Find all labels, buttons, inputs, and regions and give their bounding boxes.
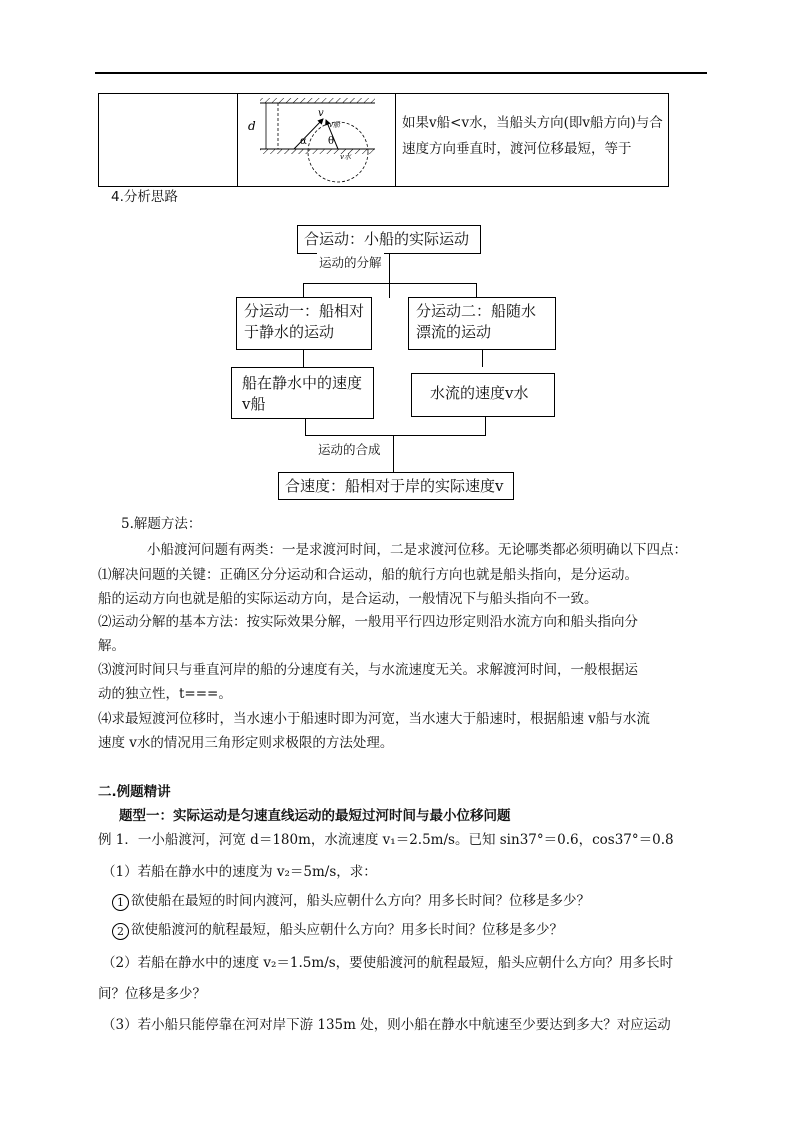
table-cell-text: 如果v船<v水，当船头方向(即v船方向)与合速度方向垂直时，渡河位移最短，等于: [402, 115, 663, 157]
method-point-1-line-1: ⑴解决问题的关键：正确区分分运动和合运动，船的航行方向也就是船头指向，是分运动。: [98, 567, 638, 583]
method-heading: 5.解题方法：: [121, 516, 202, 532]
river-bank-bottom: [260, 149, 375, 154]
label-d: d: [248, 119, 256, 133]
flow-box-water-speed: 水流的速度v水: [411, 373, 555, 417]
flow-box-boat-speed: 船在静水中的速度v船: [231, 367, 374, 419]
comparison-table-row: [98, 93, 669, 187]
label-theta: θ: [328, 136, 335, 147]
flow-box-actual-velocity: 合速度：船相对于岸的实际速度v: [278, 472, 514, 500]
example-1-q2-line-1: （2）若船在静水中的速度 v₂＝1.5m/s，要使船渡河的航程最短，船头应朝什么方向？用多长时: [102, 955, 674, 971]
method-point-4-line-1: ⑷求最短渡河位移时，当水速小于船速时即为河宽，当水速大于船速时，根据船速 v船与水流: [98, 711, 650, 727]
method-point-4-line-2: 速度 v水的情况用三角形定则求极限的方法处理。: [98, 735, 394, 751]
label-v-boat: v船: [329, 121, 340, 129]
method-point-2-line-2: 解。: [98, 638, 125, 654]
method-point-2-line-1: ⑵运动分解的基本方法：按实际效果分解，一般用平行四边形定则沿水流方向和船头指向分: [98, 614, 638, 630]
flow-box-resultant: 合运动：小船的实际运动: [297, 225, 481, 254]
river-bank-top: [260, 98, 375, 103]
method-point-3-line-2: 动的独立性，t===。: [98, 686, 232, 702]
circled-number: 2: [112, 923, 129, 940]
example-1-q1b: 2 欲使船渡河的航程最短，船头应朝什么方向？用多长时间？位移是多少？: [112, 920, 563, 940]
header-rule: [95, 72, 707, 74]
flow-label-compose: 运动的合成: [318, 442, 381, 457]
label-v-water: v水: [340, 153, 351, 161]
method-point-1-line-2: 船的运动方向也就是船的实际运动方向，是合运动，一般情况下与船头指向不一致。: [98, 591, 598, 607]
river-crossing-figure: [238, 94, 394, 186]
example-1-q2-line-2: 间？位移是多少？: [98, 986, 206, 1002]
example-1-statement: 例 1．一小船渡河，河宽 d＝180m，水流速度 v₁＝2.5m/s。已知 sin37°＝0.6，cos37°＝0.8: [98, 832, 674, 848]
example-1-q1a: 1 欲使船在最短的时间内渡河，船头应朝什么方向？用多长时间？位移是多少？: [112, 891, 590, 911]
label-v: v: [318, 108, 324, 119]
resultant-velocity-arrow: [294, 119, 323, 149]
table-cell-figure: [238, 94, 396, 186]
method-intro: 小船渡河问题有两类：一是求渡河时间，二是求渡河位移。无论哪类都必须明确以下四点：: [147, 542, 687, 558]
table-cell-empty: [99, 94, 238, 186]
label-alpha: α: [300, 136, 307, 147]
method-point-3-line-1: ⑶渡河时间只与垂直河岸的船的分速度有关，与水流速度无关。求解渡河时间，一般根据运: [98, 662, 638, 678]
question-type-1: 题型一：实际运动是匀速直线运动的最短过河时间与最小位移问题: [119, 808, 511, 824]
flow-label-decompose: 运动的分解: [319, 255, 382, 270]
circled-number: 1: [112, 894, 129, 911]
analysis-heading: 4.分析思路: [111, 189, 178, 205]
flow-box-component-2: 分运动二：船随水漂流的运动: [408, 297, 556, 350]
examples-heading: 二.例题精讲: [98, 784, 171, 800]
flow-box-component-1: 分运动一：船相对于静水的运动: [236, 297, 372, 350]
example-1-q1: （1）若船在静水中的速度为 v₂＝5m/s，求：: [102, 864, 377, 880]
example-1-q3: （3）若小船只能停靠在河对岸下游 135m 处，则小船在静水中航速至少要达到多大？对应运动: [102, 1017, 671, 1033]
